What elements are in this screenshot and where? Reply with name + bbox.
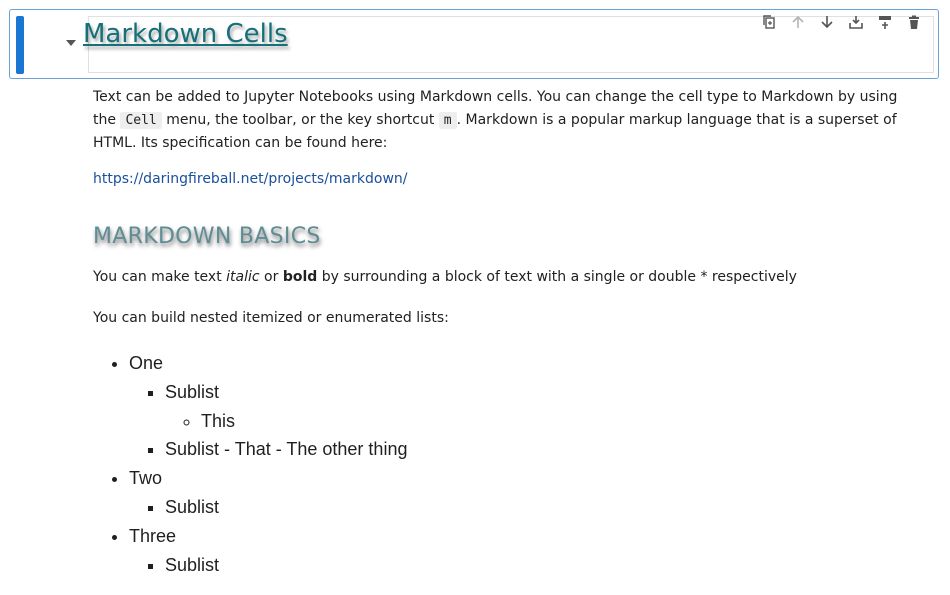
- insert-above-icon: [877, 14, 893, 30]
- emphasis-paragraph: [93, 266, 913, 289]
- nested-list: [93, 349, 913, 579]
- list-item: [129, 522, 913, 580]
- bold-text: bold: [282, 269, 318, 285]
- list-item: [165, 378, 913, 436]
- cell-heading: Markdown Cells: [83, 19, 288, 49]
- emphasis-text-3: by surrounding a block of text with a single or double * respectively: [317, 269, 797, 285]
- sublist: [129, 378, 913, 464]
- list-item-label: Sublist: [165, 554, 220, 575]
- list-item: [201, 407, 913, 436]
- cell-collapser[interactable]: [16, 16, 24, 74]
- duplicate-cell-button[interactable]: [754, 11, 783, 33]
- list-item: [129, 464, 913, 522]
- emphasis-text-1: You can make text: [93, 269, 227, 285]
- list-item-label: Sublist: [165, 381, 220, 402]
- caret-down-icon[interactable]: [66, 40, 76, 46]
- insert-below-button[interactable]: [841, 11, 870, 33]
- list-item: [165, 435, 913, 464]
- rendered-markdown: [93, 86, 913, 579]
- move-up-button[interactable]: [783, 11, 812, 33]
- insert-below-icon: [848, 14, 864, 30]
- intro-text-2: menu, the toolbar, or the key shortcut: [161, 111, 439, 128]
- emphasis-text-2: or: [259, 269, 283, 285]
- move-down-icon: [819, 14, 835, 30]
- lists-paragraph: You can build nested itemized or enumerated lists:: [93, 309, 449, 326]
- delete-cell-icon: [906, 14, 922, 30]
- list-item-label: This: [201, 410, 236, 431]
- intro-text-1: Text can be added to Jupyter Notebooks using Markdown cells. You can change the cell type to Markdown by using the: [93, 89, 898, 128]
- insert-above-button[interactable]: [870, 11, 899, 33]
- list-item-label: Sublist - That - The other thing: [165, 439, 408, 460]
- delete-cell-button[interactable]: [899, 11, 928, 33]
- list-item-label: Two: [129, 468, 163, 489]
- move-down-button[interactable]: [812, 11, 841, 33]
- move-up-icon: [790, 14, 806, 30]
- italic-text: italic: [226, 269, 260, 285]
- markdown-spec-link[interactable]: https://daringfireball.net/projects/markdown/: [93, 170, 408, 187]
- sublist: [129, 493, 913, 522]
- list-item-label: Sublist: [165, 496, 220, 517]
- inline-code-cell: Cell: [120, 112, 161, 129]
- list-item-label: Three: [129, 525, 177, 546]
- list-item: [129, 349, 913, 464]
- list-item-label: One: [129, 353, 164, 373]
- intro-text-3: . Markdown is a popular markup language that is a superset of HTML. Its specification can be found here:: [93, 111, 897, 151]
- inline-code-m: m: [439, 112, 457, 129]
- sublist: [129, 551, 913, 580]
- section-heading: MARKDOWN BASICS: [93, 224, 321, 249]
- duplicate-cell-icon: [761, 14, 777, 30]
- sublist: [165, 407, 913, 436]
- cell-toolbar: [754, 11, 928, 33]
- list-item: [165, 493, 913, 522]
- list-item: [165, 551, 913, 580]
- intro-paragraph: [93, 86, 913, 155]
